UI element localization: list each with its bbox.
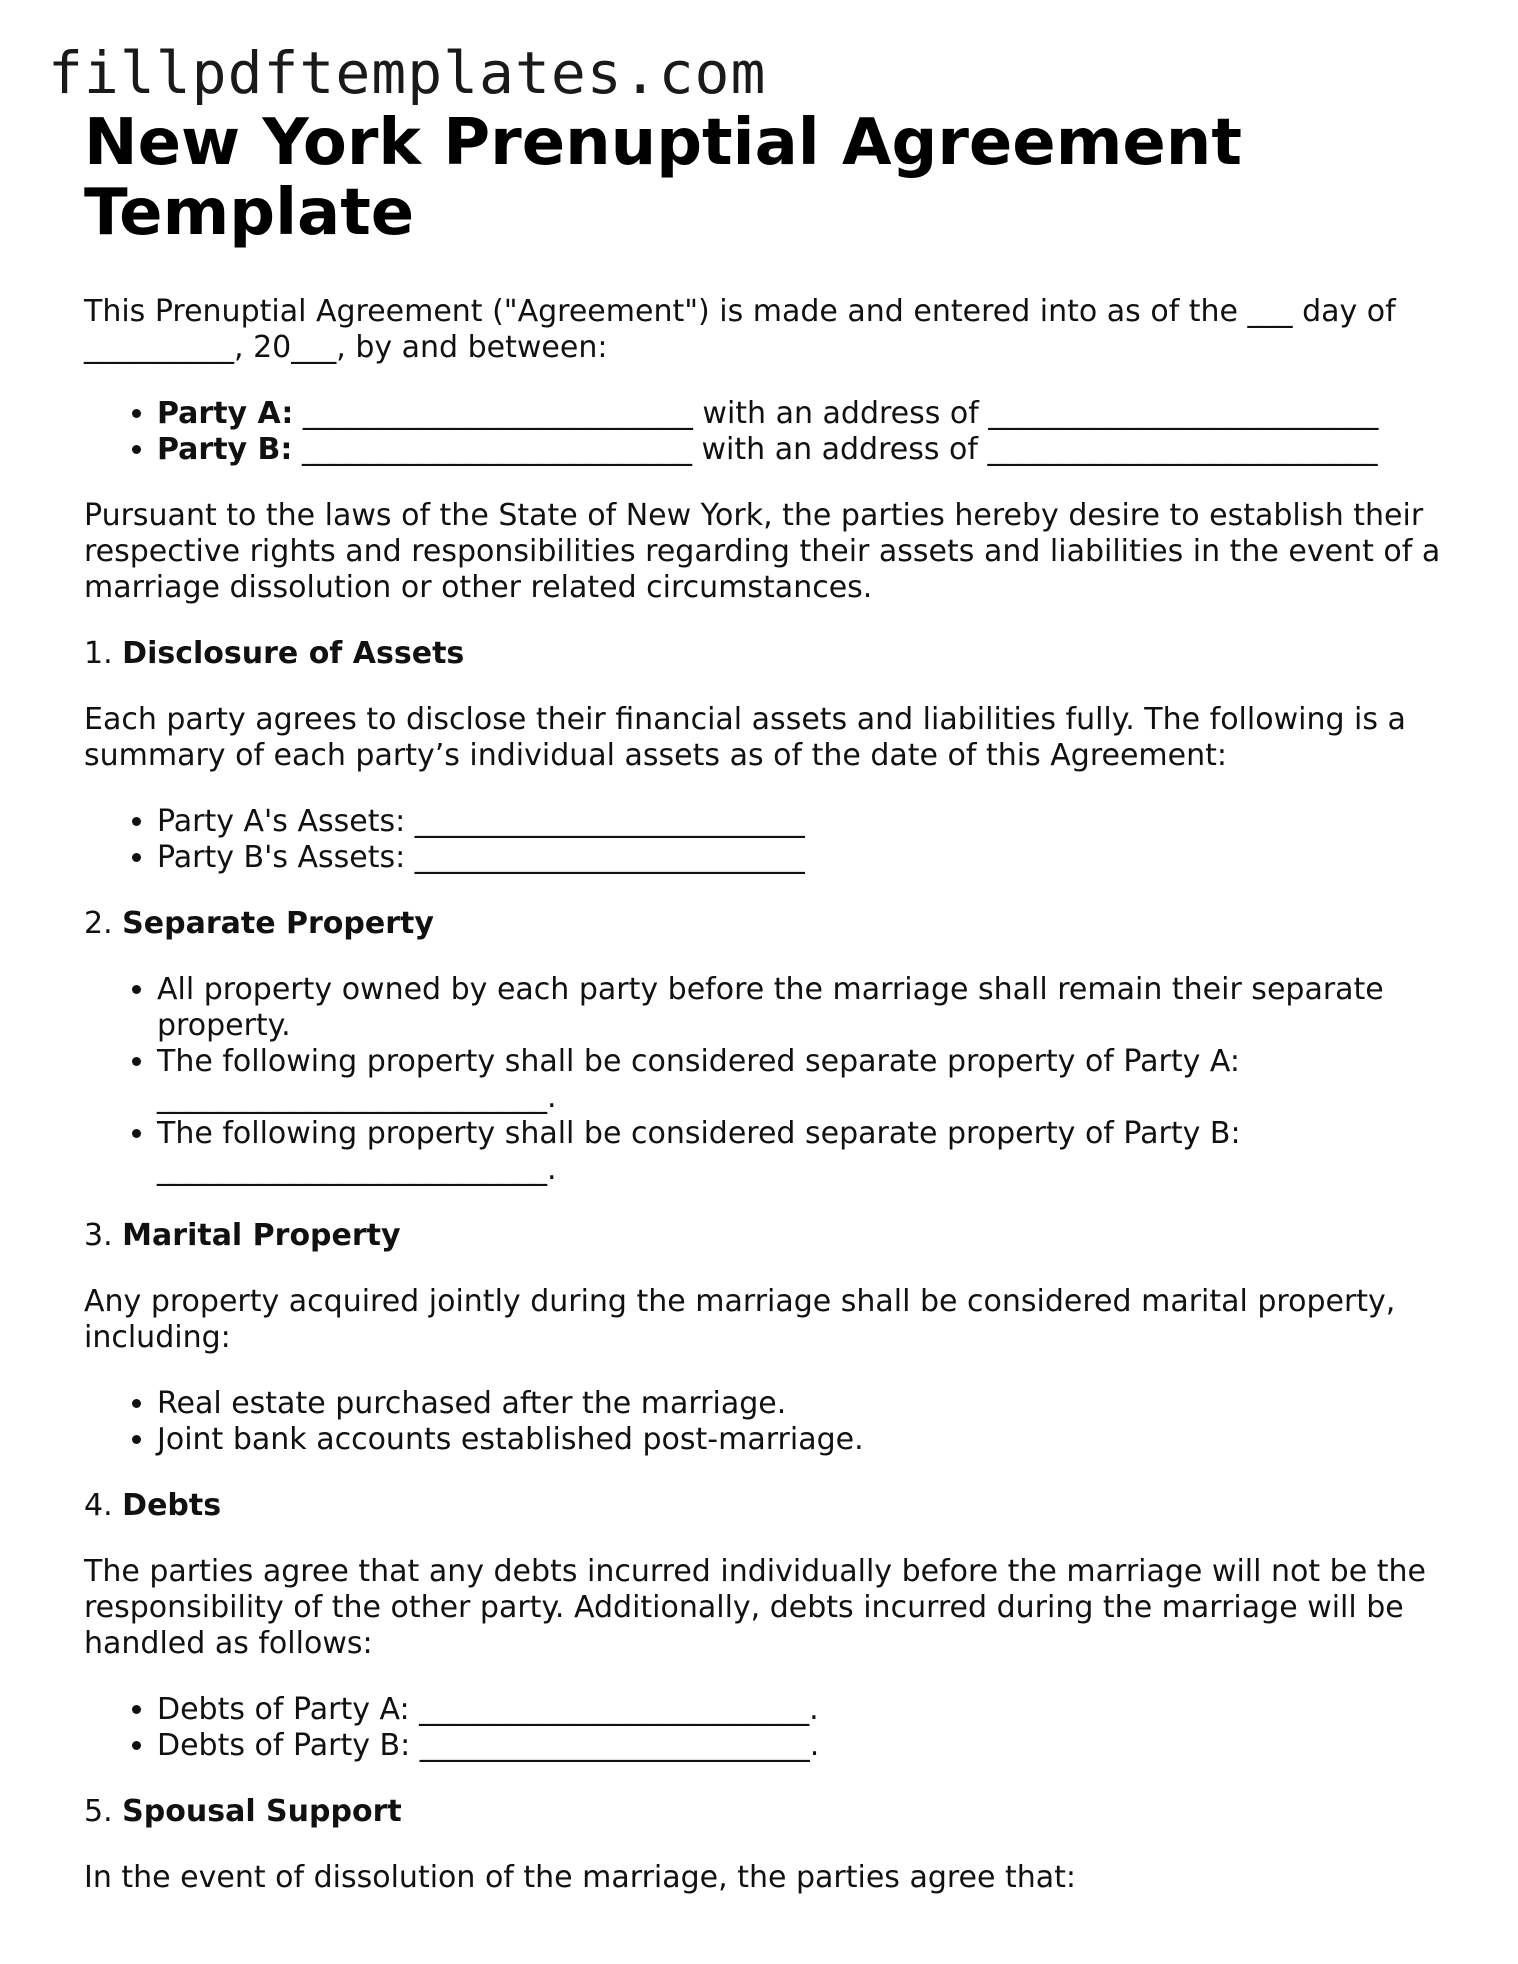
list-item: • Party B's Assets: __________________________ bbox=[157, 840, 1444, 876]
list-item: • Joint bank accounts established post-marriage. bbox=[157, 1422, 1444, 1458]
intro-paragraph: This Prenuptial Agreement ("Agreement") is made and entered into as of the ___ day of __________, 20___, by and between: bbox=[84, 294, 1396, 365]
section-2-heading bbox=[84, 906, 1444, 942]
site-watermark: fillpdftemplates.com bbox=[48, 39, 767, 107]
list-item: • Party A's Assets: __________________________ bbox=[157, 804, 1444, 840]
section-1-title: Disclosure of Assets bbox=[122, 636, 465, 671]
party-a-blanks: __________________________ with an address of __________________________ bbox=[293, 396, 1379, 431]
section-1-heading bbox=[84, 636, 1444, 672]
document-page bbox=[84, 108, 1444, 1926]
section-1-list bbox=[84, 804, 1444, 876]
section-4-title: Debts bbox=[122, 1488, 222, 1523]
party-b-item bbox=[157, 432, 1444, 468]
section-4-number: 4. bbox=[84, 1488, 123, 1523]
list-item: • Debts of Party A: __________________________. bbox=[157, 1692, 1444, 1728]
section-4-heading bbox=[84, 1488, 1444, 1524]
list-item: • The following property shall be considered separate property of Party B: __________________________. bbox=[157, 1116, 1444, 1188]
section-5-heading bbox=[84, 1794, 1444, 1830]
section-4-body: The parties agree that any debts incurred individually before the marriage will not be the responsibility of the other party. Additionally, debts incurred during the marriage will be handled as follows: bbox=[84, 1554, 1426, 1661]
parties-list bbox=[84, 396, 1444, 468]
section-5-title: Spousal Support bbox=[122, 1794, 402, 1829]
section-2-number: 2. bbox=[84, 906, 123, 941]
section-3-number: 3. bbox=[84, 1218, 123, 1253]
page-title: New York Prenuptial Agreement Template bbox=[84, 106, 1242, 250]
section-3-body: Any property acquired jointly during the marriage shall be considered marital property, including: bbox=[84, 1284, 1396, 1355]
section-5-number: 5. bbox=[84, 1794, 123, 1829]
section-3-heading bbox=[84, 1218, 1444, 1254]
section-1-number: 1. bbox=[84, 636, 123, 671]
section-2-list bbox=[84, 972, 1444, 1188]
section-2-title: Separate Property bbox=[122, 906, 434, 941]
party-b-label: Party B: bbox=[157, 432, 293, 467]
party-a-item bbox=[157, 396, 1444, 432]
list-item: • All property owned by each party before the marriage shall remain their separate property. bbox=[157, 972, 1444, 1044]
section-3-title: Marital Property bbox=[122, 1218, 401, 1253]
section-1-body: Each party agrees to disclose their financial assets and liabilities fully. The following is a summary of each party’s individual assets as of the date of this Agreement: bbox=[84, 702, 1406, 773]
list-item: • The following property shall be considered separate property of Party A: __________________________. bbox=[157, 1044, 1444, 1116]
list-item: • Real estate purchased after the marriage. bbox=[157, 1386, 1444, 1422]
section-3-list bbox=[84, 1386, 1444, 1458]
section-5-body: In the event of dissolution of the marriage, the parties agree that: bbox=[84, 1860, 1077, 1895]
list-item: • Debts of Party B: __________________________. bbox=[157, 1728, 1444, 1764]
party-a-label: Party A: bbox=[157, 396, 294, 431]
purpose-paragraph: Pursuant to the laws of the State of New York, the parties hereby desire to establish their respective rights and responsibilities regarding their assets and liabilities in the event of a marriage dissolution or other related circumstances. bbox=[84, 498, 1441, 605]
party-b-blanks: __________________________ with an address of __________________________ bbox=[292, 432, 1378, 467]
section-4-list bbox=[84, 1692, 1444, 1764]
